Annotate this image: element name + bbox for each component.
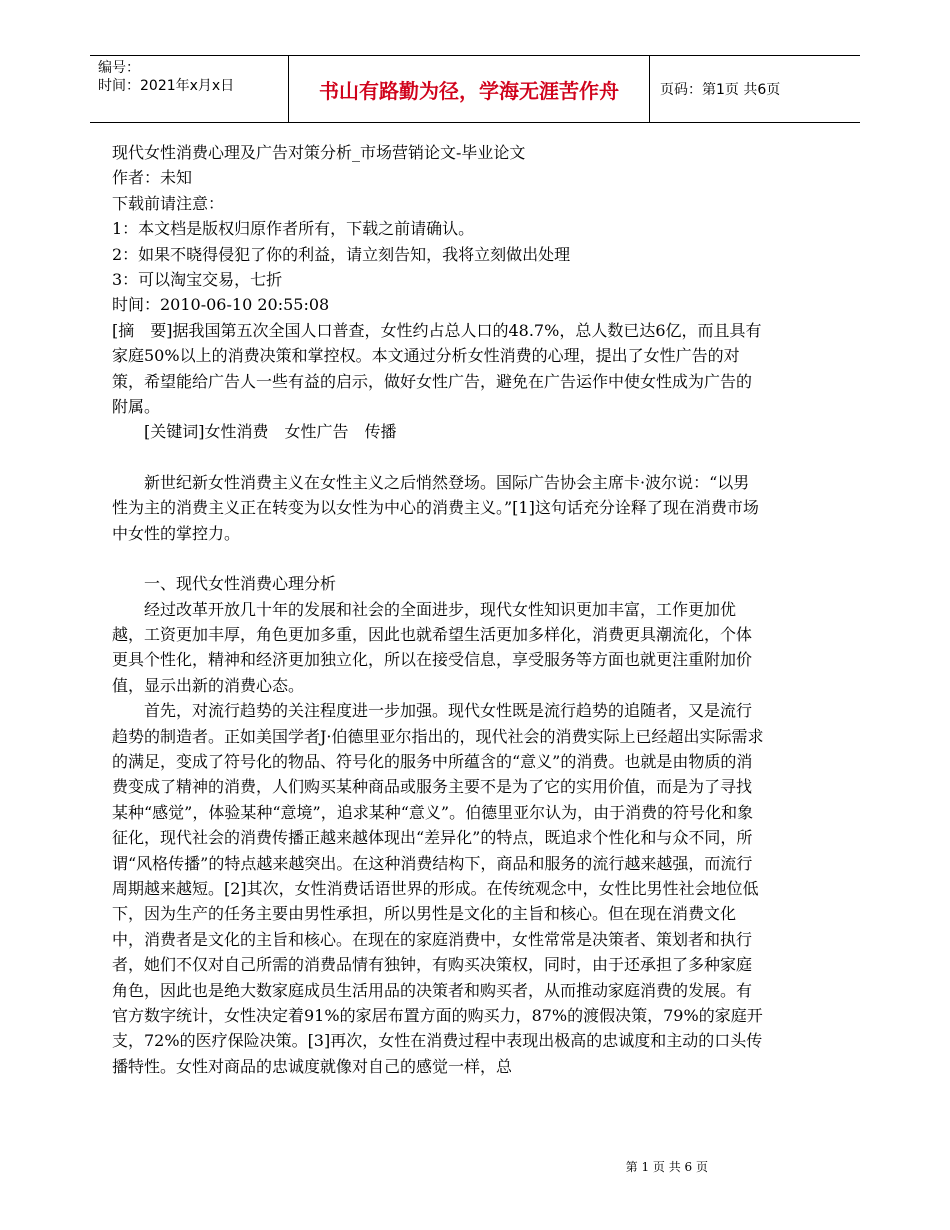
page-footer: 第 1 页 共 6 页 [625,1160,708,1174]
document-header [90,55,860,123]
doc-timestamp: 时间：2010-06-10 20:55:08 [112,295,330,315]
body-paragraph-1: 经过改革开放几十年的发展和社会的全面进步，现代女性知识更加丰富，工作更加优越，工资更加丰厚，角色更加多重，因此也就希望生活更加多样化，消费更具潮流化，个体更具个性化，精神和经济更加独立化，所以在接受信息，享受服务等方面也就更注重附加价值，显示出新的消费心态。 [112,599,753,695]
header-number-label: 编号： [98,60,140,76]
spacer [112,445,764,470]
header-meta [90,56,288,122]
section-heading: 一、现代女性消费心理分析 [144,574,337,594]
keywords: [关键词]女性消费 女性广告 传播 [144,422,397,442]
header-time-label: 时间：2021年x月x日 [98,78,235,94]
notice-item-1: 1：本文档是版权归原作者所有，下载之前请确认。 [112,219,475,239]
notice-item-3: 3：可以淘宝交易，七折 [112,270,283,290]
spacer [112,546,764,571]
notice-title: 下载前请注意： [112,193,225,213]
abstract: [摘 要]据我国第五次全国人口普查，女性约占总人口的48.7%，总人数已达6亿，而且具有家庭50%以上的消费决策和掌控权。本文通过分析女性消费的心理，提出了女性广告的对策，希望能给广告人一些有益的启示，做好女性广告，避免在广告运作中使女性成为广告的附属。 [112,320,762,417]
document-body [112,140,764,1079]
body-paragraph-2: 首先，对流行趋势的关注程度进一步加强。现代女性既是流行趋势的追随者，又是流行趋势的制造者。正如美国学者J·伯德里亚尔指出的，现代社会的消费实际上已经超出实际需求的满足，变成了符号化的物品、符号化的服务中所蕴含的“意义”的消费。也就是由物质的消费变成了精神的消费，人们购买某种商品或服务主要不是为了它的实用价值，而是为了寻找某种“感觉”，体验某种“意境”，追求某种“意义”。伯德里亚尔认为，由于消费的符号化和象征化，现代社会的消费传播正越来越体现出“差异化”的特点，既追求个性化和与众不同，所谓“风格传播”的特点越来越突出。在这种消费结构下，商品和服务的流行越来越强，而流行周期越来越短。[2]其次，女性消费话语世界的形成。在传统观念中，女性比男性社会地位低下，因为生产的任务主要由男性承担，所以男性是文化的主旨和核心。但在现在消费文化中，消费者是文化的主旨和核心。在现在的家庭消费中，女性常常是决策者、策划者和执行者，她们不仅对自己所需的消费品情有独钟，有购买决策权，同时，由于还承担了多种家庭角色，因此也是绝大数家庭成员生活用品的决策者和购买者，从而推动家庭消费的发展。有官方数字统计，女性决定着91%的家居布置方面的购买力，87%的渡假决策，79%的家庭开支，72%的医疗保险决策。[3]再次，女性在消费过程中表现出极高的忠诚度和主动的口头传播特性。女性对商品的忠诚度就像对自己的感觉一样，总 [112,701,764,1076]
notice-item-2: 2：如果不晓得侵犯了你的利益，请立刻告知，我将立刻做出处理 [112,244,571,264]
doc-author: 作者：未知 [112,168,193,188]
doc-title: 现代女性消费心理及广告对策分析_市场营销论文-毕业论文 [112,143,526,162]
intro-paragraph: 新世纪新女性消费主义在女性主义之后悄然登场。国际广告协会主席卡·波尔说：“以男性为主的消费主义正在转变为以女性为中心的消费主义。”[1]这句话充分诠释了现在消费市场中女性的掌控力。 [112,472,759,543]
header-page-info: 页码：第1页 共6页 [660,82,781,98]
header-motto: 书山有路勤为径，学海无涯苦作舟 [288,56,650,122]
